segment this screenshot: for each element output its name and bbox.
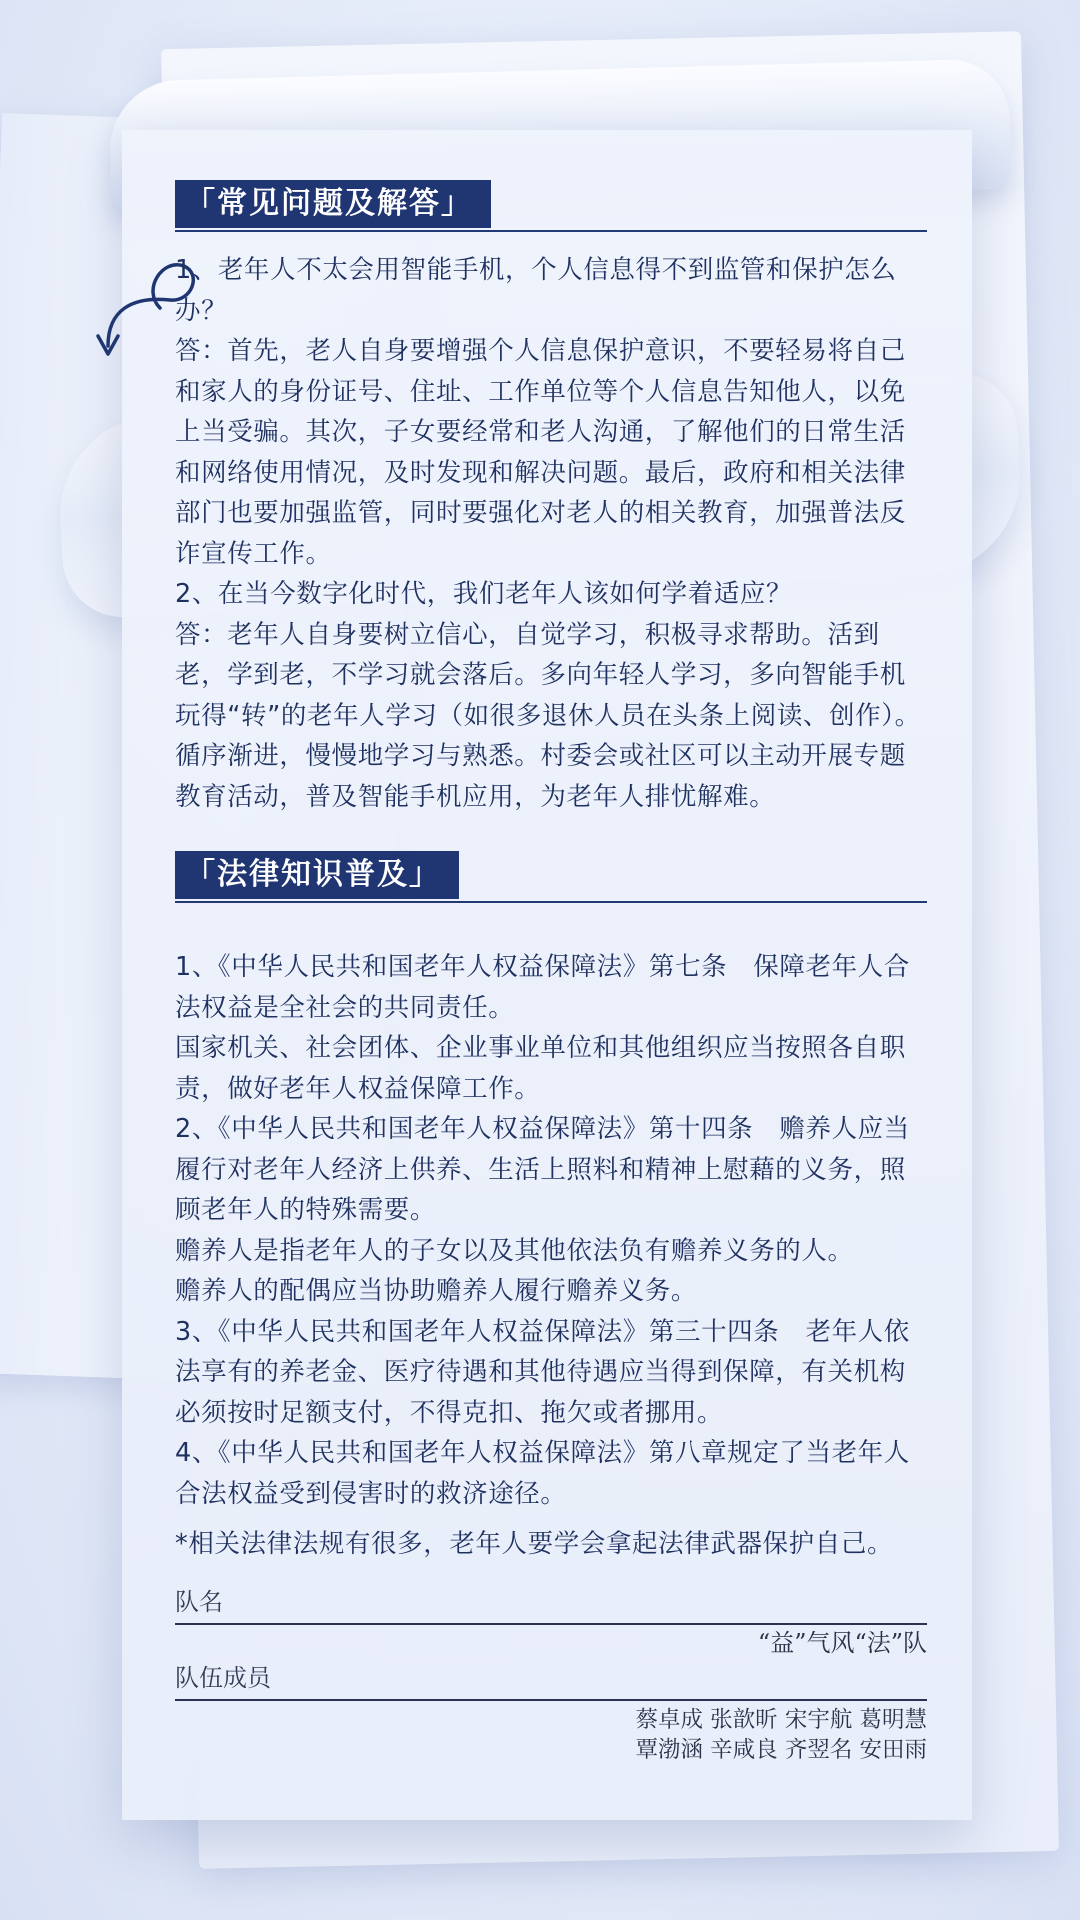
team-members-divider — [175, 1699, 927, 1701]
content-area — [175, 180, 927, 1765]
team-info — [175, 1585, 927, 1765]
team-name-label: 队名 — [175, 1587, 223, 1616]
faq-section-header — [175, 180, 927, 232]
law-item-3: 3、《中华人民共和国老年人权益保障法》第三十四条 老年人依法享有的养老金、医疗待遇和其他待遇应当得到保障，有关机构必须按时足额支付，不得克扣、拖欠或者挪用。 — [175, 1316, 910, 1428]
team-members-row-2: 覃渤涵 辛咸良 齐翌名 安田雨 — [635, 1736, 927, 1763]
law-heading: 「法律知识普及」 — [175, 851, 459, 899]
team-name-value: “益”气风“法”队 — [757, 1628, 927, 1657]
law-item-4: 4、《中华人民共和国老年人权益保障法》第八章规定了当老年人合法权益受到侵害时的救济途径。 — [175, 1438, 910, 1509]
team-members-list — [175, 1705, 927, 1765]
law-item-1: 1、《中华人民共和国老年人权益保障法》第七条 保障老年人合法权益是全社会的共同责任。 — [175, 952, 910, 1023]
faq-heading: 「常见问题及解答」 — [175, 180, 491, 228]
law-item-1-detail: 国家机关、社会团体、企业事业单位和其他组织应当按照各自职责，做好老年人权益保障工作。 — [175, 1033, 906, 1104]
team-members-label: 队伍成员 — [175, 1663, 271, 1692]
law-note: *相关法律法规有很多，老年人要学会拿起法律武器保护自己。 — [175, 1529, 894, 1559]
law-item-2-detail-a: 赡养人是指老年人的子女以及其他依法负有赡养义务的人。 — [175, 1235, 854, 1266]
law-item-2-detail-b: 赡养人的配偶应当协助赡养人履行赡养义务。 — [175, 1276, 698, 1306]
faq-question-2: 2、在当今数字化时代，我们老年人该如何学着适应？ — [175, 579, 793, 609]
faq-answer-2: 答：老年人自身要树立信心，自觉学习，积极寻求帮助。活到老，学到老，不学习就会落后。多向年轻人学习，多向智能手机玩得“转”的老年人学习（如很多退休人员在头条上阅读、创作）。循序渐进，慢慢地学习与熟悉。村委会或社区可以主动开展专题教育活动，普及智能手机应用，为老年人排忧解难。 — [175, 619, 921, 812]
law-section-header — [175, 851, 927, 903]
faq-question-1: 1、老年人不太会用智能手机，个人信息得不到监管和保护怎么办？ — [175, 255, 897, 326]
team-members-row-1: 蔡卓成 张歆昕 宋宇航 葛明慧 — [635, 1706, 927, 1733]
law-item-2: 2、《中华人民共和国老年人权益保障法》第十四条 赡养人应当履行对老年人经济上供养、生活上照料和精神上慰藉的义务，照顾老年人的特殊需要。 — [175, 1114, 910, 1225]
faq-answer-1: 答：首先，老人自身要增强个人信息保护意识，不要轻易将自己和家人的身份证号、住址、工作单位等个人信息告知他人，以免上当受骗。其次，子女要经常和老人沟通，了解他们的日常生活和网络使用情况，及时发现和解决问题。最后，政府和相关法律部门也要加强监管，同时要强化对老人的相关教育，加强普法反诈宣传工作。 — [175, 336, 906, 569]
